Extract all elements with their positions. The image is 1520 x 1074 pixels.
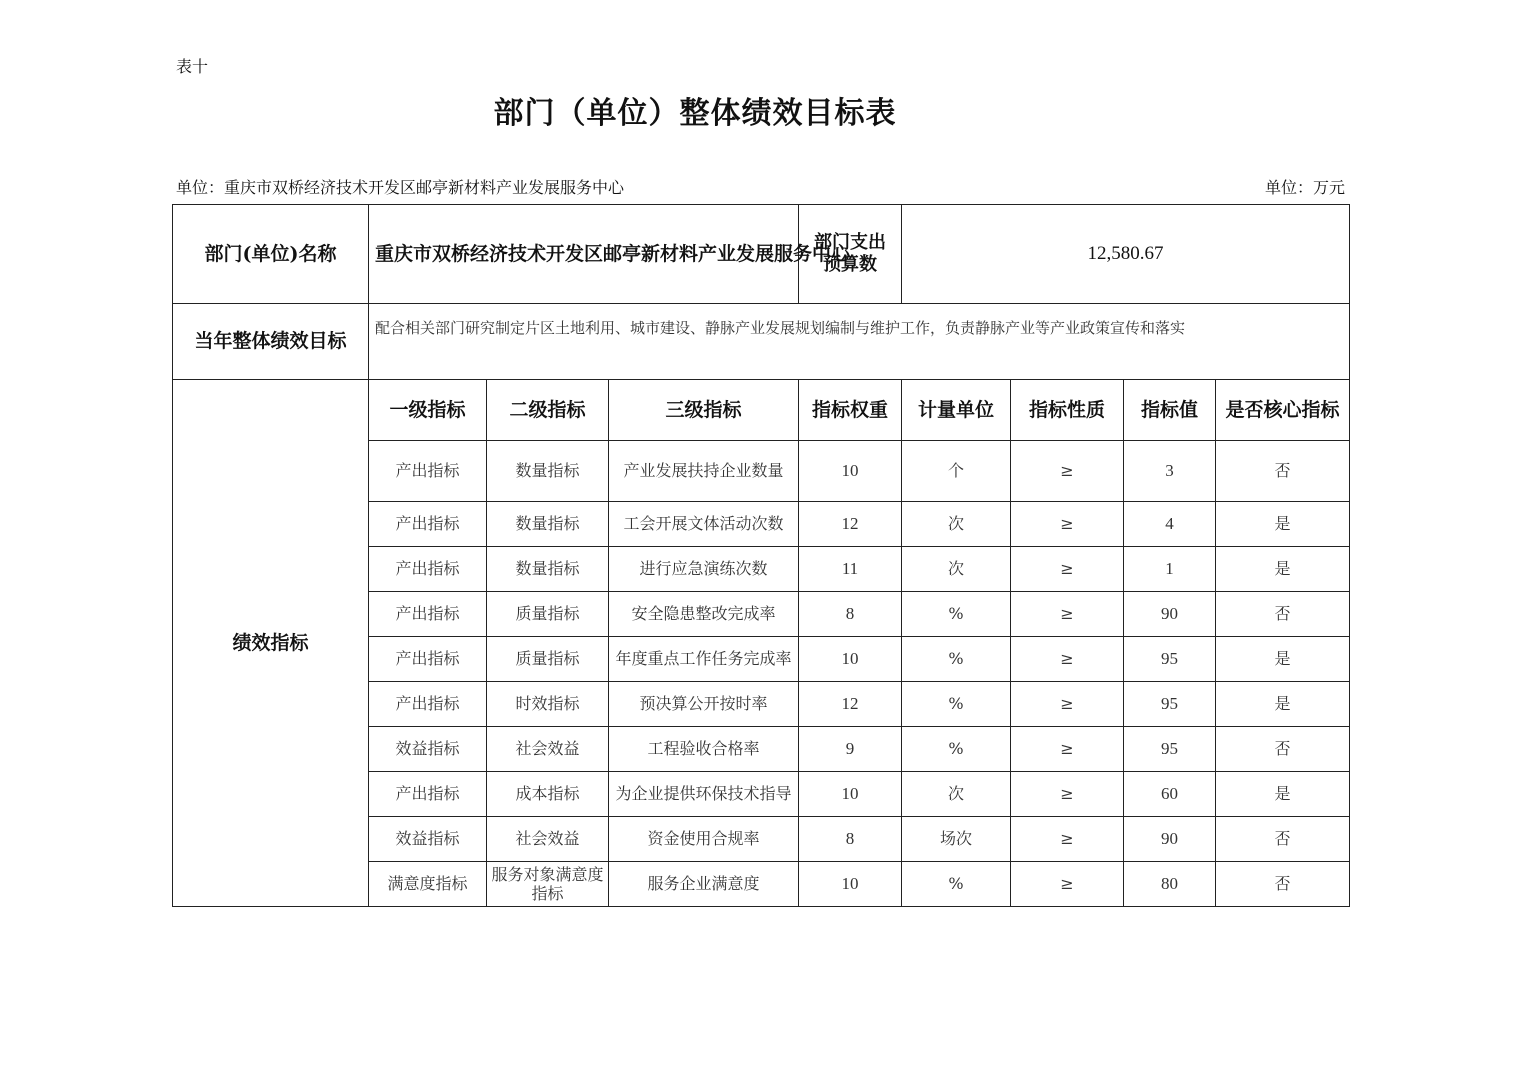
cell-nature: ≥: [1011, 682, 1124, 727]
indicator-header-row: [173, 380, 1350, 441]
cell-nature: ≥: [1011, 772, 1124, 817]
performance-table: [172, 204, 1350, 907]
cell-weight: 9: [799, 727, 902, 772]
cell-weight: 10: [799, 862, 902, 907]
cell-level3: 年度重点工作任务完成率: [609, 637, 799, 682]
page-title: 部门（单位）整体绩效目标表: [493, 96, 897, 131]
header-level2: 二级指标: [487, 380, 609, 441]
dept-row: [173, 205, 1350, 304]
cell-value: 60: [1124, 772, 1216, 817]
cell-is-core: 是: [1216, 547, 1350, 592]
cell-unit: %: [902, 682, 1011, 727]
cell-value: 95: [1124, 682, 1216, 727]
budget-label: 部门支出预算数: [799, 205, 902, 304]
cell-level3: 工程验收合格率: [609, 727, 799, 772]
cell-is-core: 否: [1216, 592, 1350, 637]
cell-level1: 产出指标: [369, 441, 487, 502]
cell-weight: 8: [799, 817, 902, 862]
cell-nature: ≥: [1011, 817, 1124, 862]
cell-level3: 进行应急演练次数: [609, 547, 799, 592]
cell-weight: 10: [799, 772, 902, 817]
goal-row: [173, 304, 1350, 380]
header-level1: 一级指标: [369, 380, 487, 441]
cell-level3: 工会开展文体活动次数: [609, 502, 799, 547]
cell-level1: 满意度指标: [369, 862, 487, 907]
cell-level2: 数量指标: [487, 441, 609, 502]
cell-level2: 数量指标: [487, 502, 609, 547]
cell-is-core: 是: [1216, 682, 1350, 727]
cell-nature: ≥: [1011, 441, 1124, 502]
table-number: 表十: [176, 57, 209, 76]
cell-nature: ≥: [1011, 547, 1124, 592]
cell-unit: %: [902, 637, 1011, 682]
cell-nature: ≥: [1011, 502, 1124, 547]
header-weight: 指标权重: [799, 380, 902, 441]
unit-label: 单位：重庆市双桥经济技术开发区邮亭新材料产业发展服务中心: [176, 178, 625, 197]
cell-level1: 产出指标: [369, 502, 487, 547]
cell-is-core: 否: [1216, 441, 1350, 502]
cell-level1: 效益指标: [369, 817, 487, 862]
cell-level2: 社会效益: [487, 817, 609, 862]
cell-unit: 次: [902, 772, 1011, 817]
cell-level1: 产出指标: [369, 547, 487, 592]
cell-level2: 社会效益: [487, 727, 609, 772]
cell-value: 95: [1124, 637, 1216, 682]
cell-level3: 为企业提供环保技术指导: [609, 772, 799, 817]
cell-nature: ≥: [1011, 727, 1124, 772]
cell-level1: 产出指标: [369, 682, 487, 727]
cell-unit: %: [902, 592, 1011, 637]
cell-level2: 成本指标: [487, 772, 609, 817]
cell-is-core: 是: [1216, 772, 1350, 817]
header-unit: 计量单位: [902, 380, 1011, 441]
currency-label: 单位：万元: [1264, 178, 1345, 197]
header-level3: 三级指标: [609, 380, 799, 441]
header-value: 指标值: [1124, 380, 1216, 441]
goal-label: 当年整体绩效目标: [173, 304, 369, 380]
cell-value: 90: [1124, 592, 1216, 637]
cell-weight: 8: [799, 592, 902, 637]
cell-level3: 资金使用合规率: [609, 817, 799, 862]
cell-unit: 场次: [902, 817, 1011, 862]
cell-is-core: 否: [1216, 727, 1350, 772]
cell-level2: 质量指标: [487, 637, 609, 682]
cell-nature: ≥: [1011, 637, 1124, 682]
cell-is-core: 是: [1216, 502, 1350, 547]
dept-name-label: 部门(单位)名称: [173, 205, 369, 304]
budget-value: 12,580.67: [902, 205, 1350, 304]
cell-weight: 12: [799, 502, 902, 547]
cell-weight: 12: [799, 682, 902, 727]
cell-value: 90: [1124, 817, 1216, 862]
cell-level3: 安全隐患整改完成率: [609, 592, 799, 637]
cell-nature: ≥: [1011, 592, 1124, 637]
cell-weight: 11: [799, 547, 902, 592]
cell-unit: 次: [902, 502, 1011, 547]
cell-nature: ≥: [1011, 862, 1124, 907]
cell-value: 1: [1124, 547, 1216, 592]
cell-level1: 产出指标: [369, 592, 487, 637]
cell-value: 95: [1124, 727, 1216, 772]
cell-level2: 时效指标: [487, 682, 609, 727]
cell-level3: 服务企业满意度: [609, 862, 799, 907]
cell-level2: 数量指标: [487, 547, 609, 592]
cell-level2: 质量指标: [487, 592, 609, 637]
cell-value: 3: [1124, 441, 1216, 502]
cell-is-core: 否: [1216, 862, 1350, 907]
cell-value: 80: [1124, 862, 1216, 907]
cell-unit: %: [902, 727, 1011, 772]
cell-level3: 预决算公开按时率: [609, 682, 799, 727]
header-nature: 指标性质: [1011, 380, 1124, 441]
header-is-core: 是否核心指标: [1216, 380, 1350, 441]
cell-unit: 个: [902, 441, 1011, 502]
cell-level1: 产出指标: [369, 772, 487, 817]
cell-value: 4: [1124, 502, 1216, 547]
cell-is-core: 是: [1216, 637, 1350, 682]
cell-level1: 产出指标: [369, 637, 487, 682]
cell-is-core: 否: [1216, 817, 1350, 862]
indicator-section-label: 绩效指标: [173, 380, 369, 907]
cell-level2: 服务对象满意度指标: [487, 862, 609, 907]
cell-level1: 效益指标: [369, 727, 487, 772]
cell-weight: 10: [799, 441, 902, 502]
goal-value: 配合相关部门研究制定片区土地利用、城市建设、静脉产业发展规划编制与维护工作，负责静脉产业等产业政策宣传和落实: [369, 304, 1350, 380]
cell-level3: 产业发展扶持企业数量: [609, 441, 799, 502]
cell-weight: 10: [799, 637, 902, 682]
dept-name-value: 重庆市双桥经济技术开发区邮亭新材料产业发展服务中心: [369, 205, 799, 304]
cell-unit: %: [902, 862, 1011, 907]
cell-unit: 次: [902, 547, 1011, 592]
